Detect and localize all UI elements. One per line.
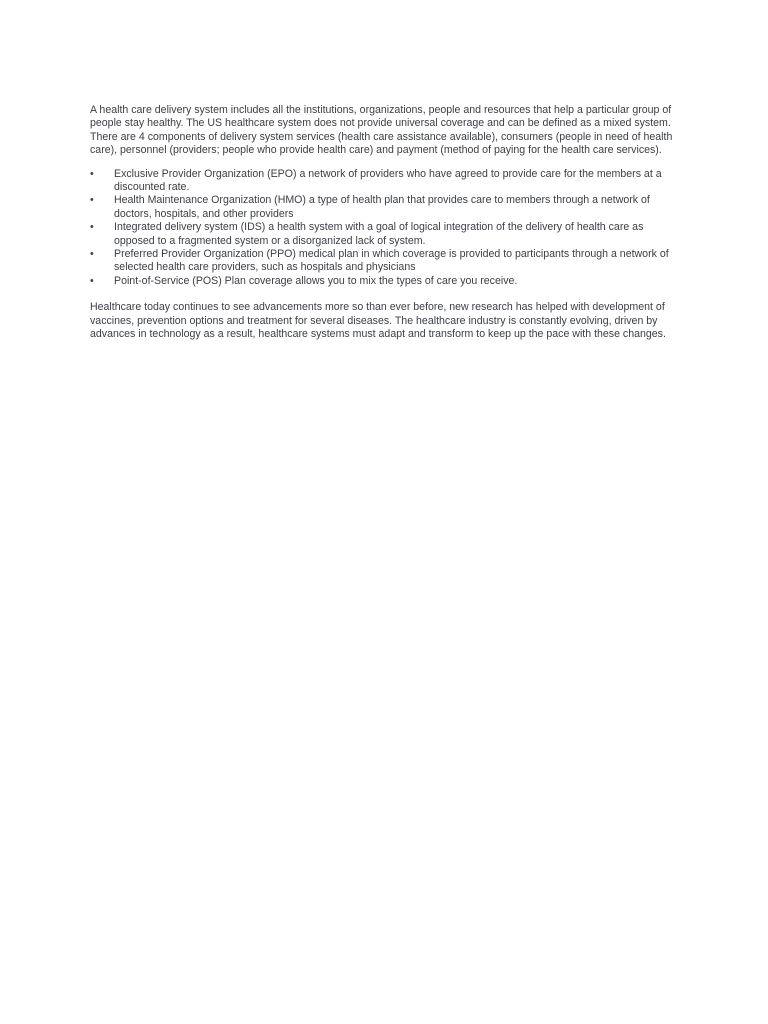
list-item [90,168,678,195]
intro-paragraph: A health care delivery system includes all the institutions, organizations, people and resources that help a particular group of people stay healthy. The US healthcare system does not provide universal coverage and can be defined as a mixed system. There are 4 components of delivery system services (health care assistance available), consumers (people in need of health care), personnel (providers; people who provide health care) and payment (method of paying for the health care services). [90,104,673,157]
delivery-system-list [90,168,678,289]
bullet-icon: • [90,221,94,234]
list-item-text: Integrated delivery system (IDS) a health system with a goal of logical integration of the delivery of health care as opposed to a fragmented system or a disorganized lack of system. [114,221,644,247]
closing-paragraph: Healthcare today continues to see advancements more so than ever before, new research has helped with development of vaccines, prevention options and treatment for several diseases. The healthcare industry is constantly evolving, driven by advances in technology as a result, healthcare systems must adapt and transform to keep up the pace with these changes. [90,301,666,341]
list-item-text: Point-of-Service (POS) Plan coverage allows you to mix the types of care you receive. [114,274,518,287]
bullet-icon: • [90,194,94,207]
list-item-text: Exclusive Provider Organization (EPO) a network of providers who have agreed to provide care for the members at a discounted rate. [114,167,662,194]
document-page [90,104,678,342]
list-item [90,194,678,221]
list-item-text: Health Maintenance Organization (HMO) a type of health plan that provides care to members through a network of doctors, hospitals, and other providers [114,194,650,220]
list-item [90,248,678,275]
bullet-icon: • [90,248,94,261]
bullet-icon: • [90,167,94,180]
list-item [90,275,678,288]
list-item [90,221,678,248]
list-item-text: Preferred Provider Organization (PPO) medical plan in which coverage is provided to participants through a network of selected health care providers, such as hospitals and physicians [114,248,669,274]
bullet-icon: • [90,274,94,287]
